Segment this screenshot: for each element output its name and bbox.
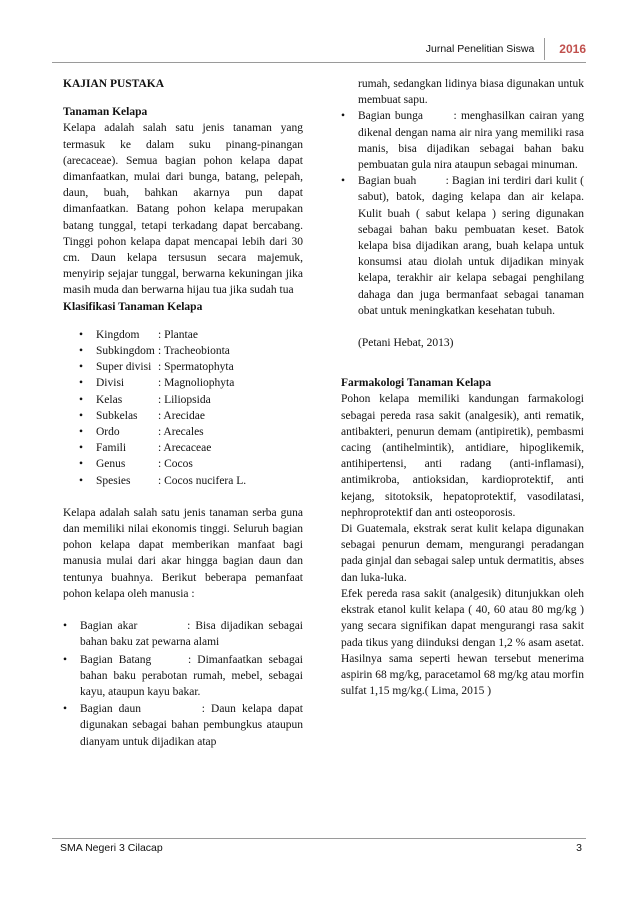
- list-item: • Kingdom : Plantae: [79, 327, 303, 343]
- bullet-icon: •: [79, 409, 84, 422]
- farmakologi-paragraph-1: Pohon kelapa memiliki kandungan farmakologi sebagai pereda rasa sakit (analgesik), anti rematik, antibakteri, penurun demam (antipiretik), pembasmi cacing (antihelmintik), antidiare, hipoglikemik, antihipertensi, anti radang (anti-inflamasi), antimikroba, antioksidan, kardioprotektif, anti kejang, sitotoksik, hepatoprotektif, vasodilatasi, nephroprotektif dan anti osteoporosis.: [341, 393, 584, 519]
- list-item: • Famili : Arecaceae: [79, 440, 303, 456]
- list-item: • Divisi : Magnoliophyta: [79, 375, 303, 391]
- subheading-tanaman-kelapa: Tanaman Kelapa: [63, 106, 148, 119]
- header-rule: [52, 62, 586, 63]
- list-item: • Subkingdom : Tracheobionta: [79, 343, 303, 359]
- list-item: • Bagian bunga : menghasilkan cairan yang dikenal dengan nama air nira yang memiliki rasa manis, bisa dijadikan sebagai bahan baku pembuatan gula nira ataupun sebagai minuman.: [341, 108, 584, 173]
- list-item: • Bagian daun : Daun kelapa dapat digunakan sebagai bahan pembungkus ataupun dianyam untuk dijadikan atap: [63, 701, 303, 750]
- bullet-icon: •: [79, 393, 84, 406]
- page-header: [426, 38, 586, 60]
- list-item: • Kelas : Liliopsida: [79, 392, 303, 408]
- list-item: • Bagian Batang : Dimanfaatkan sebagai bahan baku perabotan rumah, mebel, sebagai kayu, ataupun kayu bakar.: [63, 652, 303, 701]
- bullet-icon: •: [79, 474, 84, 487]
- manfaat-list-right: [341, 108, 587, 319]
- bullet-icon: •: [79, 458, 84, 471]
- bullet-icon: •: [79, 426, 84, 439]
- page-footer: [60, 842, 582, 854]
- bullet-icon: •: [63, 653, 68, 666]
- bullet-icon: •: [341, 175, 346, 188]
- bullet-icon: •: [341, 110, 346, 123]
- footer-school: SMA Negeri 3 Cilacap: [60, 842, 163, 854]
- bullet-icon: •: [63, 703, 68, 716]
- paragraph-pemanfaatan: Kelapa adalah salah satu jenis tanaman serba guna dan memiliki nilai ekonomis tinggi. Seluruh bagian pohon kelapa dapat memberikan manfaat bagi manusia mulai dari akar hingga bagian daun dan tentunya buahnya. Berikut beberapa pemanfaat pohon kelapa oleh manusia :: [63, 506, 303, 600]
- farmakologi-paragraph-3: Efek pereda rasa sakit (analgesik) ditunjukkan oleh ekstrak etanol kulit kelapa ( 40, 60 atau 80 mg/kg ) yang secara signifikan dapat mengurangi rasa sakit pada tikus yang diinduksi dengan 1,2 % asam asetat. Hasilnya sama seperti hewan tersebut menerima aspirin 68 mg/kg, paracetamol 68 mg/kg atau morfin sulfat 1,15 mg/kg.( Lima, 2015 ): [341, 587, 584, 698]
- intro-paragraph: Kelapa adalah salah satu jenis tanaman yang termasuk ke dalam suku pinang-pinangan (arecaceae). Semua bagian pohon kelapa dapat dimanfaatkan, mulai dari bunga, batang, pelepah, daun, buah, bahkan akarnya pun dapat dimanfaatkan. Batang pohon kelapa merupakan batang tunggal, tetapi terkadang dapat bercabang. Tinggi pohon kelapa dapat mencapai lebih dari 30 cm. Daun kelapa tersusun secara majemuk, menyirip sejajar tunggal, berwarna kekuningan jika masih muda dan berwarna hijau tua jika sudah tua: [63, 122, 303, 297]
- subheading-klasifikasi: Klasifikasi Tanaman Kelapa: [63, 300, 203, 313]
- manfaat-list-left: [63, 618, 306, 750]
- bullet-icon: •: [79, 361, 84, 374]
- bullet-icon: •: [79, 377, 84, 390]
- left-column: [63, 76, 306, 750]
- journal-title: Jurnal Penelitian Siswa: [426, 38, 546, 60]
- page-number: 3: [576, 842, 582, 854]
- bullet-icon: •: [63, 620, 68, 633]
- bullet-icon: •: [79, 328, 84, 341]
- citation: (Petani Hebat, 2013): [358, 337, 454, 350]
- farmakologi-paragraph-2: Di Guatemala, ekstrak serat kulit kelapa digunakan sebagai penurun demam, mengurangi peradangan pada ginjal dan sebagai salep untuk dermatitis, abses dan luka-luka.: [341, 523, 584, 584]
- continuation-text: rumah, sedangkan lidinya biasa digunakan untuk membuat sapu.: [358, 78, 584, 107]
- section-heading: KAJIAN PUSTAKA: [63, 78, 165, 90]
- bullet-icon: •: [79, 345, 84, 358]
- journal-year: 2016: [559, 42, 586, 56]
- bullet-icon: •: [79, 442, 84, 455]
- list-item: • Ordo : Arecales: [79, 424, 303, 440]
- footer-rule: [52, 838, 586, 839]
- subheading-farmakologi: Farmakologi Tanaman Kelapa: [341, 377, 492, 390]
- right-column: [341, 76, 587, 699]
- classification-list: [63, 327, 303, 489]
- list-item: • Genus : Cocos: [79, 456, 303, 472]
- list-item: • Super divisi : Spermatophyta: [79, 359, 303, 375]
- list-item: • Spesies : Cocos nucifera L.: [79, 473, 303, 489]
- list-item: • Subkelas : Arecidae: [79, 408, 303, 424]
- list-item: • Bagian akar : Bisa dijadikan sebagai bahan baku zat pewarna alami: [63, 618, 303, 650]
- list-item: • Bagian buah : Bagian ini terdiri dari kulit ( sabut), batok, daging kelapa dan air kelapa. Kulit buah ( sabut kelapa ) sering digunakan sebagai bahan baku pembuatan keset. Batok kelapa bisa dijadikan arang, buah kelapa untuk konsumsi atau diolah untuk dijadikan minyak kelapa, terakhir air kelapa sebagai penghilang dahaga dan juga bermanfaat sebagai tanaman obat untuk meningkatkan kesehatan tubuh.: [341, 173, 584, 319]
